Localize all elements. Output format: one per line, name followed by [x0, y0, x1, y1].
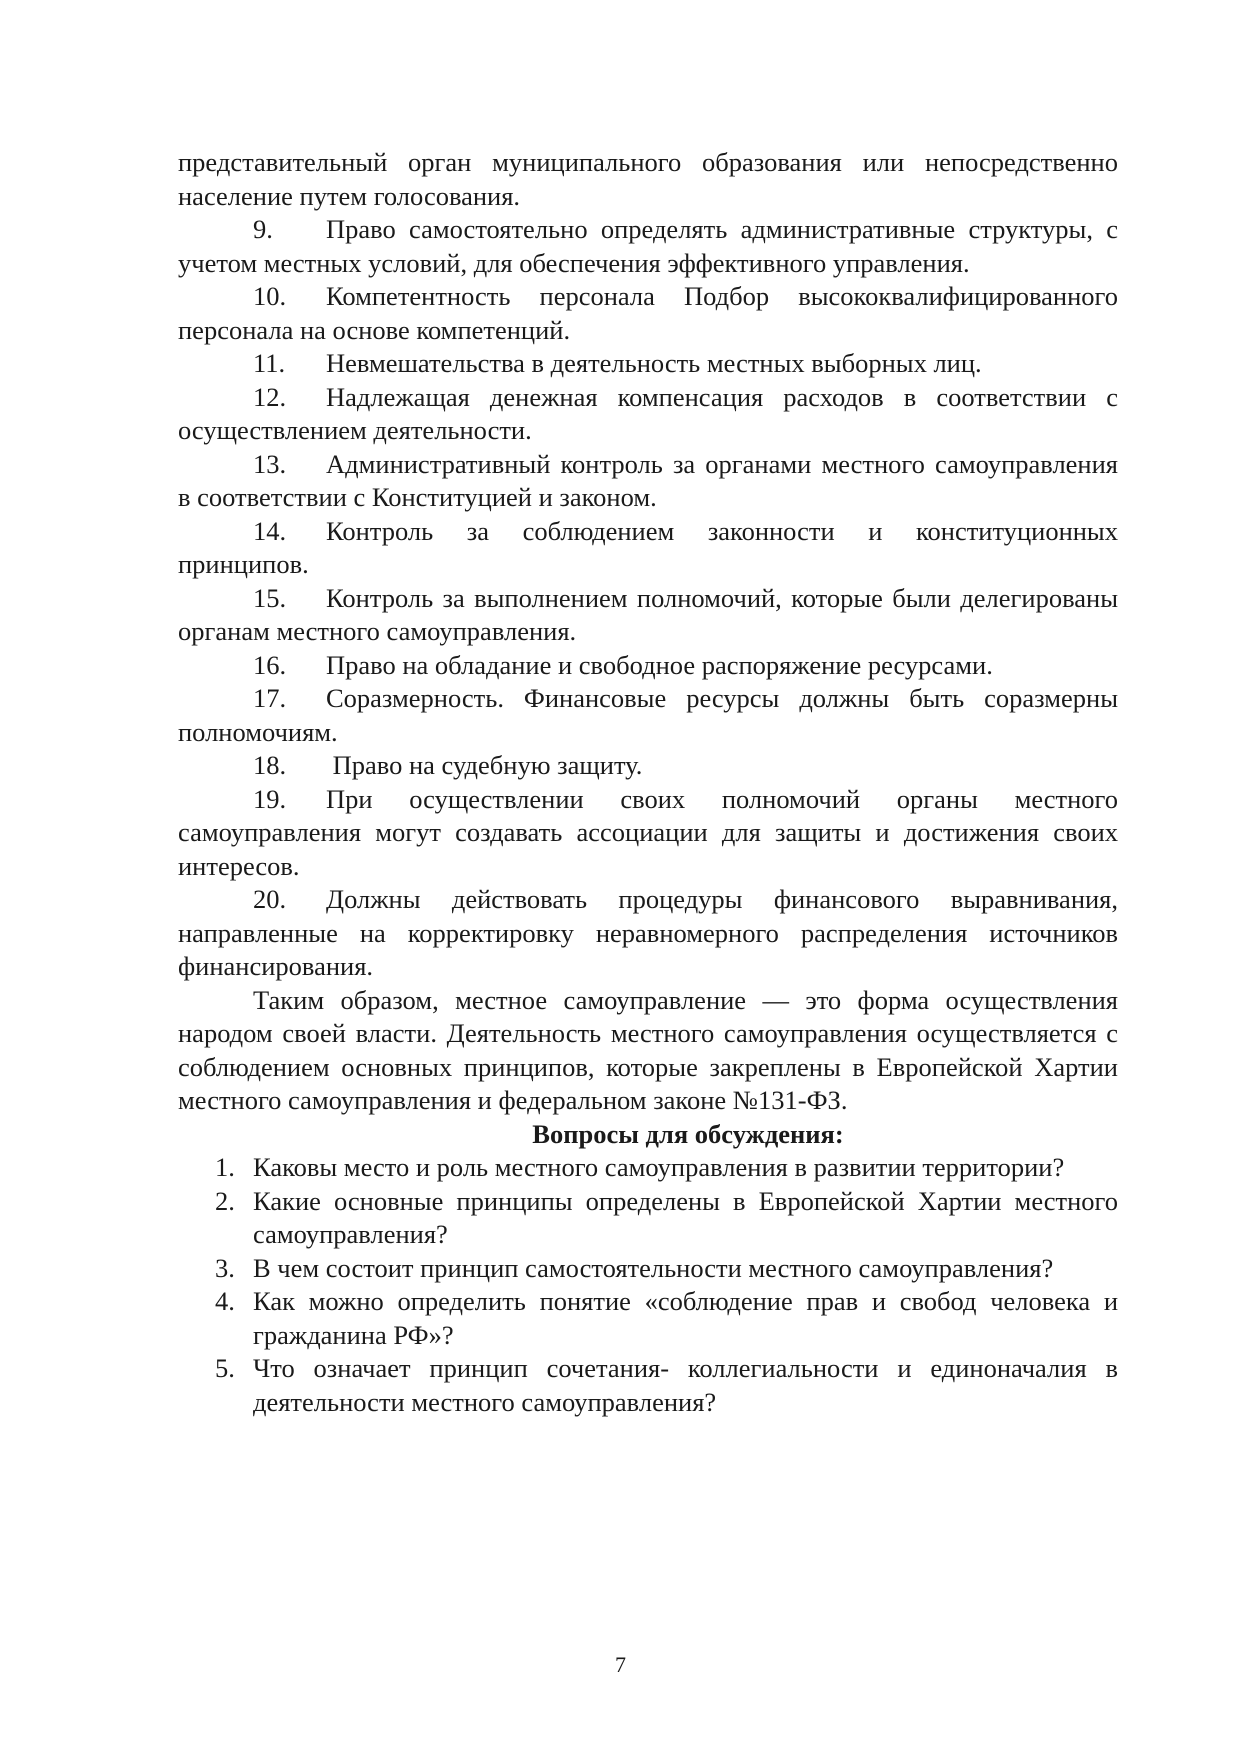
question-text: В чем состоит принцип самостоятельности местного самоуправления?	[253, 1252, 1054, 1283]
principles-list	[178, 213, 1118, 984]
list-item	[178, 381, 1118, 448]
question-text: Каковы место и роль местного самоуправления в развитии территории?	[253, 1152, 1065, 1182]
question-number: 5.	[215, 1353, 235, 1383]
item-number: 12.	[253, 381, 287, 412]
question-item	[178, 1352, 1118, 1419]
question-item	[178, 1151, 1118, 1185]
item-number: 13.	[253, 448, 287, 479]
document-page	[178, 146, 1118, 1419]
item-text: Административный контроль за органами местного самоуправления в соответствии с Конституцией и законом.	[178, 448, 1118, 512]
question-number: 4.	[215, 1286, 235, 1316]
page-number: 7	[615, 1652, 626, 1677]
list-item	[178, 682, 1118, 749]
item-number: 19.	[253, 783, 287, 814]
item-number: 9.	[253, 214, 273, 244]
list-item	[178, 213, 1118, 280]
item-number: 14.	[253, 515, 287, 546]
item-text: Невмешательства в деятельность местных выборных лиц.	[326, 348, 982, 378]
item-text: Компетентность персонала Подбор высококвалифицированного персонала на основе компетенций.	[178, 281, 1118, 345]
question-number: 1.	[215, 1152, 235, 1182]
item-text: Контроль за соблюдением законности и конституционных принципов.	[178, 515, 1118, 579]
item-text: Соразмерность. Финансовые ресурсы должны быть соразмерны полномочиям.	[178, 683, 1118, 747]
conclusion-paragraph: Таким образом, местное самоуправление — это форма осуществления народом своей власти. Деятельность местного самоуправления осуществляется с соблюдением основных принципов, которые закреплены в Европейской Хартии местного самоуправления и федеральном законе №131-ФЗ.	[178, 984, 1118, 1115]
list-item	[178, 749, 1118, 783]
item-number: 17.	[253, 683, 287, 713]
list-item	[178, 582, 1118, 649]
item-text: Надлежащая денежная компенсация расходов в соответствии с осуществлением деятельности.	[178, 381, 1118, 445]
item-text: Должны действовать процедуры финансового выравнивания, направленные на корректировку неравномерного распределения источников финансирования.	[178, 884, 1118, 981]
item-number: 20.	[253, 884, 287, 914]
item-text: Контроль за выполнением полномочий, которые были делегированы органам местного самоуправления.	[178, 582, 1118, 646]
question-text: Как можно определить понятие «соблюдение прав и свобод человека и гражданина РФ»?	[253, 1286, 1118, 1350]
item-text: Право на обладание и свободное распоряжение ресурсами.	[326, 649, 993, 680]
questions-list	[178, 1151, 1118, 1419]
list-item	[178, 448, 1118, 515]
question-text: Что означает принцип сочетания- коллегиальности и единоначалия в деятельности местного самоуправления?	[253, 1353, 1118, 1417]
question-number: 2.	[215, 1185, 235, 1216]
item-number: 11.	[253, 348, 286, 378]
list-item	[178, 515, 1118, 582]
item-number: 16.	[253, 649, 287, 680]
question-number: 3.	[215, 1252, 235, 1283]
list-item	[178, 783, 1118, 884]
list-item	[178, 649, 1118, 683]
question-item	[178, 1252, 1118, 1286]
list-item	[178, 883, 1118, 984]
item-number: 18.	[253, 750, 287, 780]
list-item	[178, 347, 1118, 381]
item-text: Право самостоятельно определять административные структуры, с учетом местных условий, для обеспечения эффективного управления.	[178, 214, 1118, 278]
question-item	[178, 1185, 1118, 1252]
item-number: 10.	[253, 281, 287, 311]
list-item	[178, 280, 1118, 347]
item-number: 15.	[253, 582, 287, 613]
question-item	[178, 1285, 1118, 1352]
item-text: При осуществлении своих полномочий органы местного самоуправления могут создавать ассоциации для защиты и достижения своих интересов.	[178, 783, 1118, 881]
item-text: Право на судебную защиту.	[326, 750, 643, 780]
discussion-heading: Вопросы для обсуждения:	[532, 1118, 844, 1149]
question-text: Какие основные принципы определены в Европейской Хартии местного самоуправления?	[253, 1185, 1118, 1249]
continuation-paragraph: представительный орган муниципального образования или непосредственно население путем голосования.	[178, 147, 1118, 211]
